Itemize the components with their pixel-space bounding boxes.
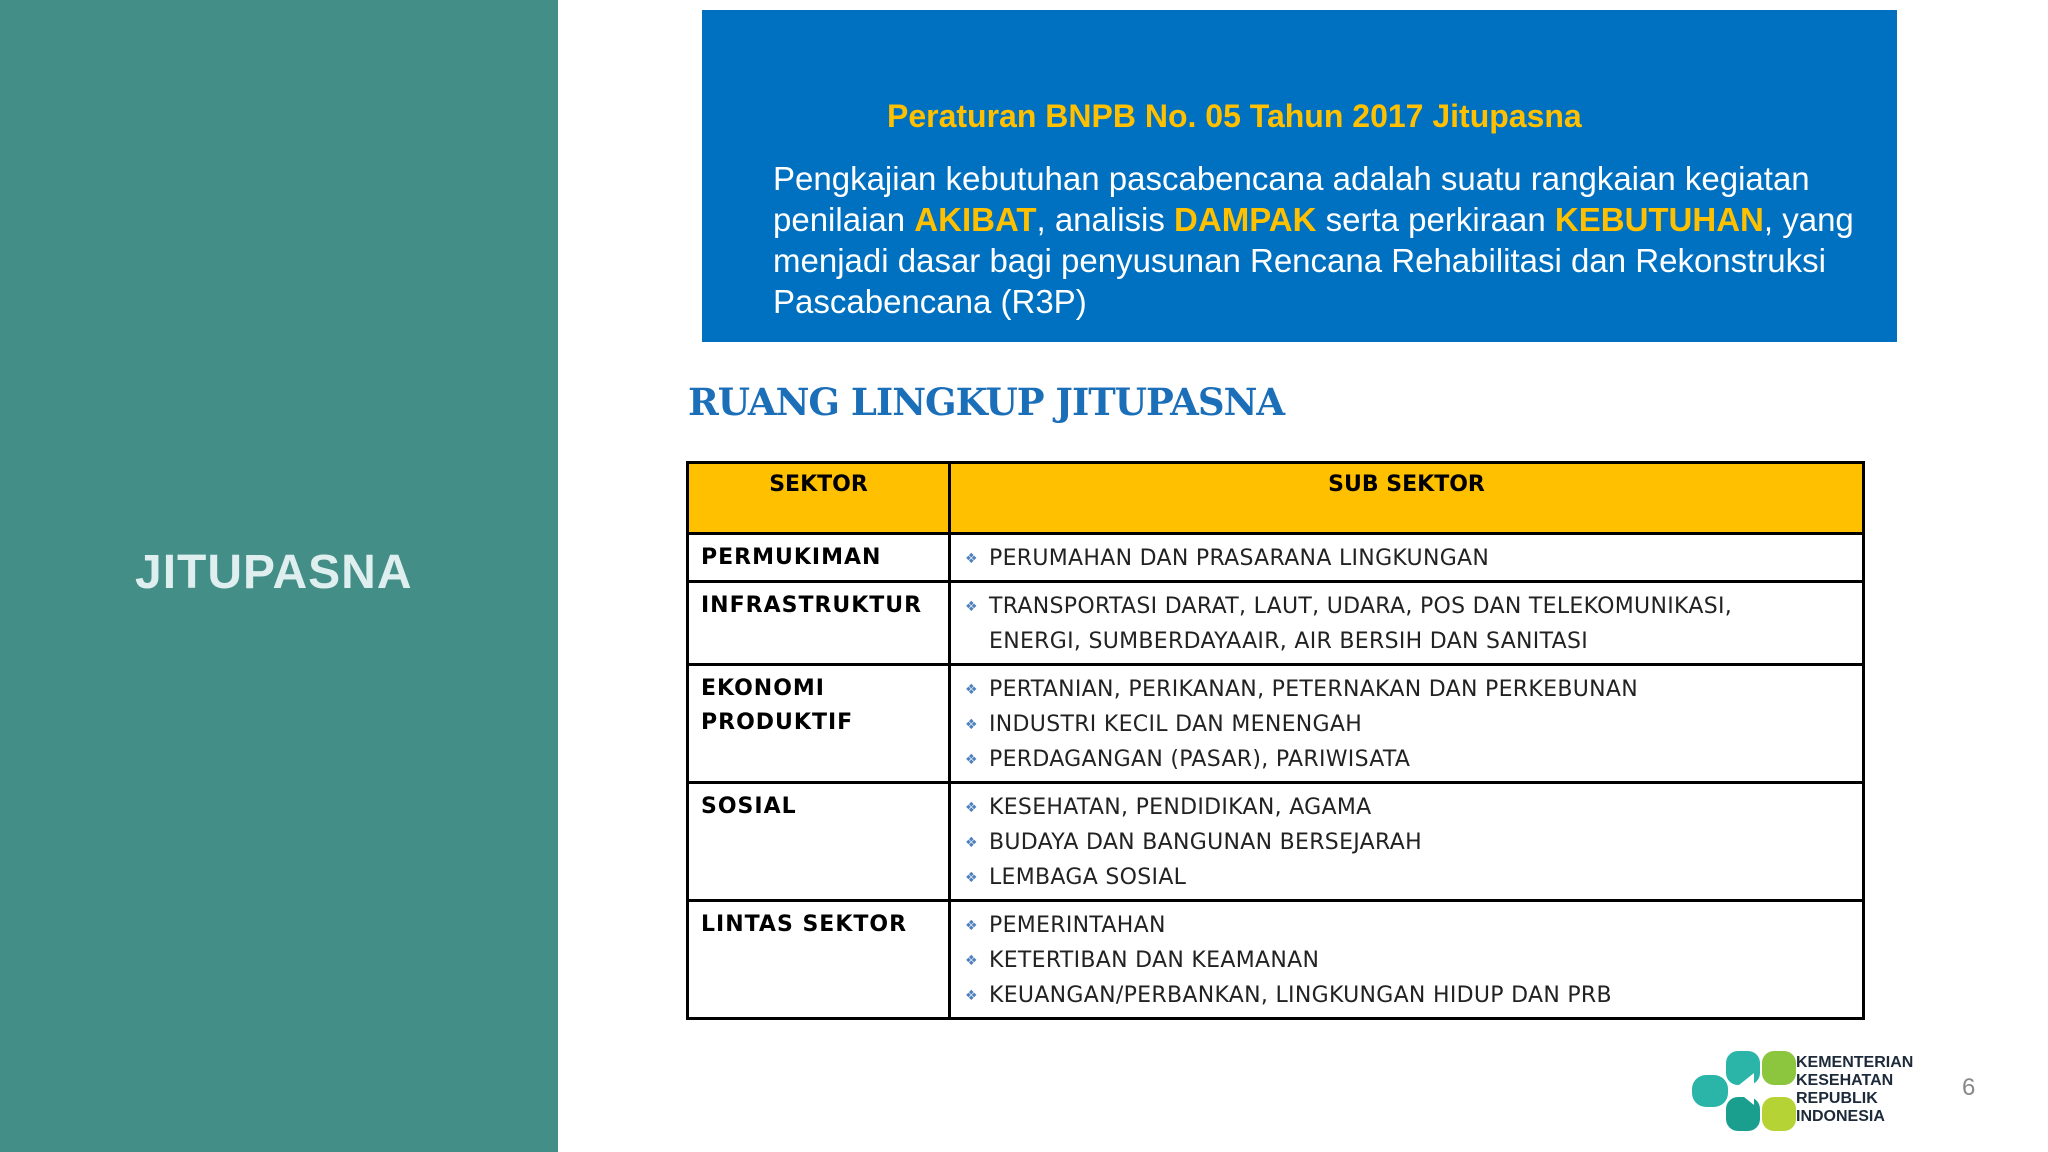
sub-sektor-text: BUDAYA DAN BANGUNAN BERSEJARAH — [989, 830, 1422, 855]
sektor-label: LINTAS SEKTOR — [701, 912, 908, 937]
highlight-akibat: AKIBAT — [914, 201, 1037, 238]
regulation-line-2: penilaian AKIBAT, analisis DAMPAK serta perkiraan KEBUTUHAN, yang — [773, 201, 1854, 238]
sektor-label: PERMUKIMAN — [701, 545, 882, 570]
list-item — [965, 541, 1862, 576]
bullet-diamond-icon: ❖ — [965, 987, 978, 1004]
sub-sektor-text: KEUANGAN/PERBANKAN, LINGKUNGAN HIDUP DAN PRB — [989, 983, 1612, 1008]
sub-sektor-text: LEMBAGA SOSIAL — [989, 865, 1187, 890]
sub-sektor-cell — [950, 582, 1864, 665]
sub-sektor-text: INDUSTRI KECIL DAN MENENGAH — [989, 712, 1363, 737]
logo-mark-icon — [1692, 1051, 1796, 1131]
list-item — [965, 589, 1862, 624]
sektor-label: SOSIAL — [701, 794, 797, 819]
sub-sektor-text: ENERGI, SUMBERDAYAAIR, AIR BERSIH DAN SANITASI — [989, 629, 1589, 654]
scope-table — [686, 461, 1865, 1020]
highlight-kebutuhan: KEBUTUHAN — [1554, 201, 1764, 238]
bullet-diamond-icon: ❖ — [965, 751, 978, 768]
list-item — [965, 943, 1862, 978]
sub-sektor-cell — [950, 665, 1864, 783]
sub-sektor-text: PERDAGANGAN (PASAR), PARIWISATA — [989, 747, 1411, 772]
highlight-dampak: DAMPAK — [1174, 201, 1317, 238]
sub-sektor-text: KETERTIBAN DAN KEAMANAN — [989, 948, 1320, 973]
list-item — [965, 825, 1862, 860]
table-row — [688, 534, 1864, 582]
bullet-diamond-icon: ❖ — [965, 952, 978, 969]
page-number: 6 — [1962, 1074, 1976, 1101]
sidebar — [0, 0, 558, 1152]
list-item — [965, 672, 1862, 707]
table-row — [688, 901, 1864, 1019]
bullet-diamond-icon: ❖ — [965, 716, 978, 733]
regulation-line-3: menjadi dasar bagi penyusunan Rencana Rehabilitasi dan Rekonstruksi — [773, 242, 1826, 279]
sektor-cell — [688, 783, 950, 901]
table-header-row — [688, 463, 1864, 534]
header-sektor: SEKTOR — [688, 463, 950, 534]
sektor-label: INFRASTRUKTUR — [701, 593, 923, 618]
bullet-diamond-icon: ❖ — [965, 799, 978, 816]
bullet-diamond-icon: ❖ — [965, 550, 978, 567]
bullet-diamond-icon: ❖ — [965, 681, 978, 698]
list-item — [965, 860, 1862, 895]
sub-sektor-text: TRANSPORTASI DARAT, LAUT, UDARA, POS DAN TELEKOMUNIKASI, — [989, 594, 1733, 619]
sub-sektor-cell — [950, 901, 1864, 1019]
regulation-title: Peraturan BNPB No. 05 Tahun 2017 Jitupasna — [887, 98, 1582, 134]
bullet-diamond-icon: ❖ — [965, 917, 978, 934]
bullet-diamond-icon: ❖ — [965, 598, 978, 615]
header-sub-sektor: SUB SEKTOR — [950, 463, 1864, 534]
section-heading: RUANG LINGKUP JITUPASNA — [688, 380, 1285, 424]
list-item — [965, 978, 1862, 1013]
sub-sektor-text: PERTANIAN, PERIKANAN, PETERNAKAN DAN PERKEBUNAN — [989, 677, 1638, 702]
table-row — [688, 582, 1864, 665]
regulation-box — [702, 10, 1897, 342]
bullet-diamond-icon: ❖ — [965, 834, 978, 851]
table-row — [688, 665, 1864, 783]
list-item — [965, 707, 1862, 742]
bullet-diamond-icon — [965, 634, 989, 650]
sektor-cell — [688, 582, 950, 665]
list-item — [965, 790, 1862, 825]
sektor-cell — [688, 901, 950, 1019]
list-item — [965, 742, 1862, 777]
sektor-label: EKONOMI — [701, 676, 825, 701]
regulation-line-4: Pascabencana (R3P) — [773, 283, 1087, 320]
table-row — [688, 783, 1864, 901]
regulation-line-1: Pengkajian kebutuhan pascabencana adalah suatu rangkaian kegiatan — [773, 160, 1810, 197]
sektor-cell — [688, 665, 950, 783]
bullet-diamond-icon: ❖ — [965, 869, 978, 886]
sub-sektor-cell — [950, 534, 1864, 582]
sub-sektor-cell — [950, 783, 1864, 901]
logo-text: KEMENTERIAN KESEHATAN REPUBLIK INDONESIA — [1796, 1054, 1914, 1125]
sektor-cell — [688, 534, 950, 582]
sub-sektor-text: KESEHATAN, PENDIDIKAN, AGAMA — [989, 795, 1372, 820]
sub-sektor-text: PEMERINTAHAN — [989, 913, 1166, 938]
sub-sektor-text: PERUMAHAN DAN PRASARANA LINGKUNGAN — [989, 546, 1490, 571]
list-item — [965, 908, 1862, 943]
sidebar-title: JITUPASNA — [135, 546, 413, 599]
sektor-label: PRODUKTIF — [701, 710, 854, 735]
list-item — [965, 624, 1862, 659]
regulation-body — [773, 158, 1883, 322]
